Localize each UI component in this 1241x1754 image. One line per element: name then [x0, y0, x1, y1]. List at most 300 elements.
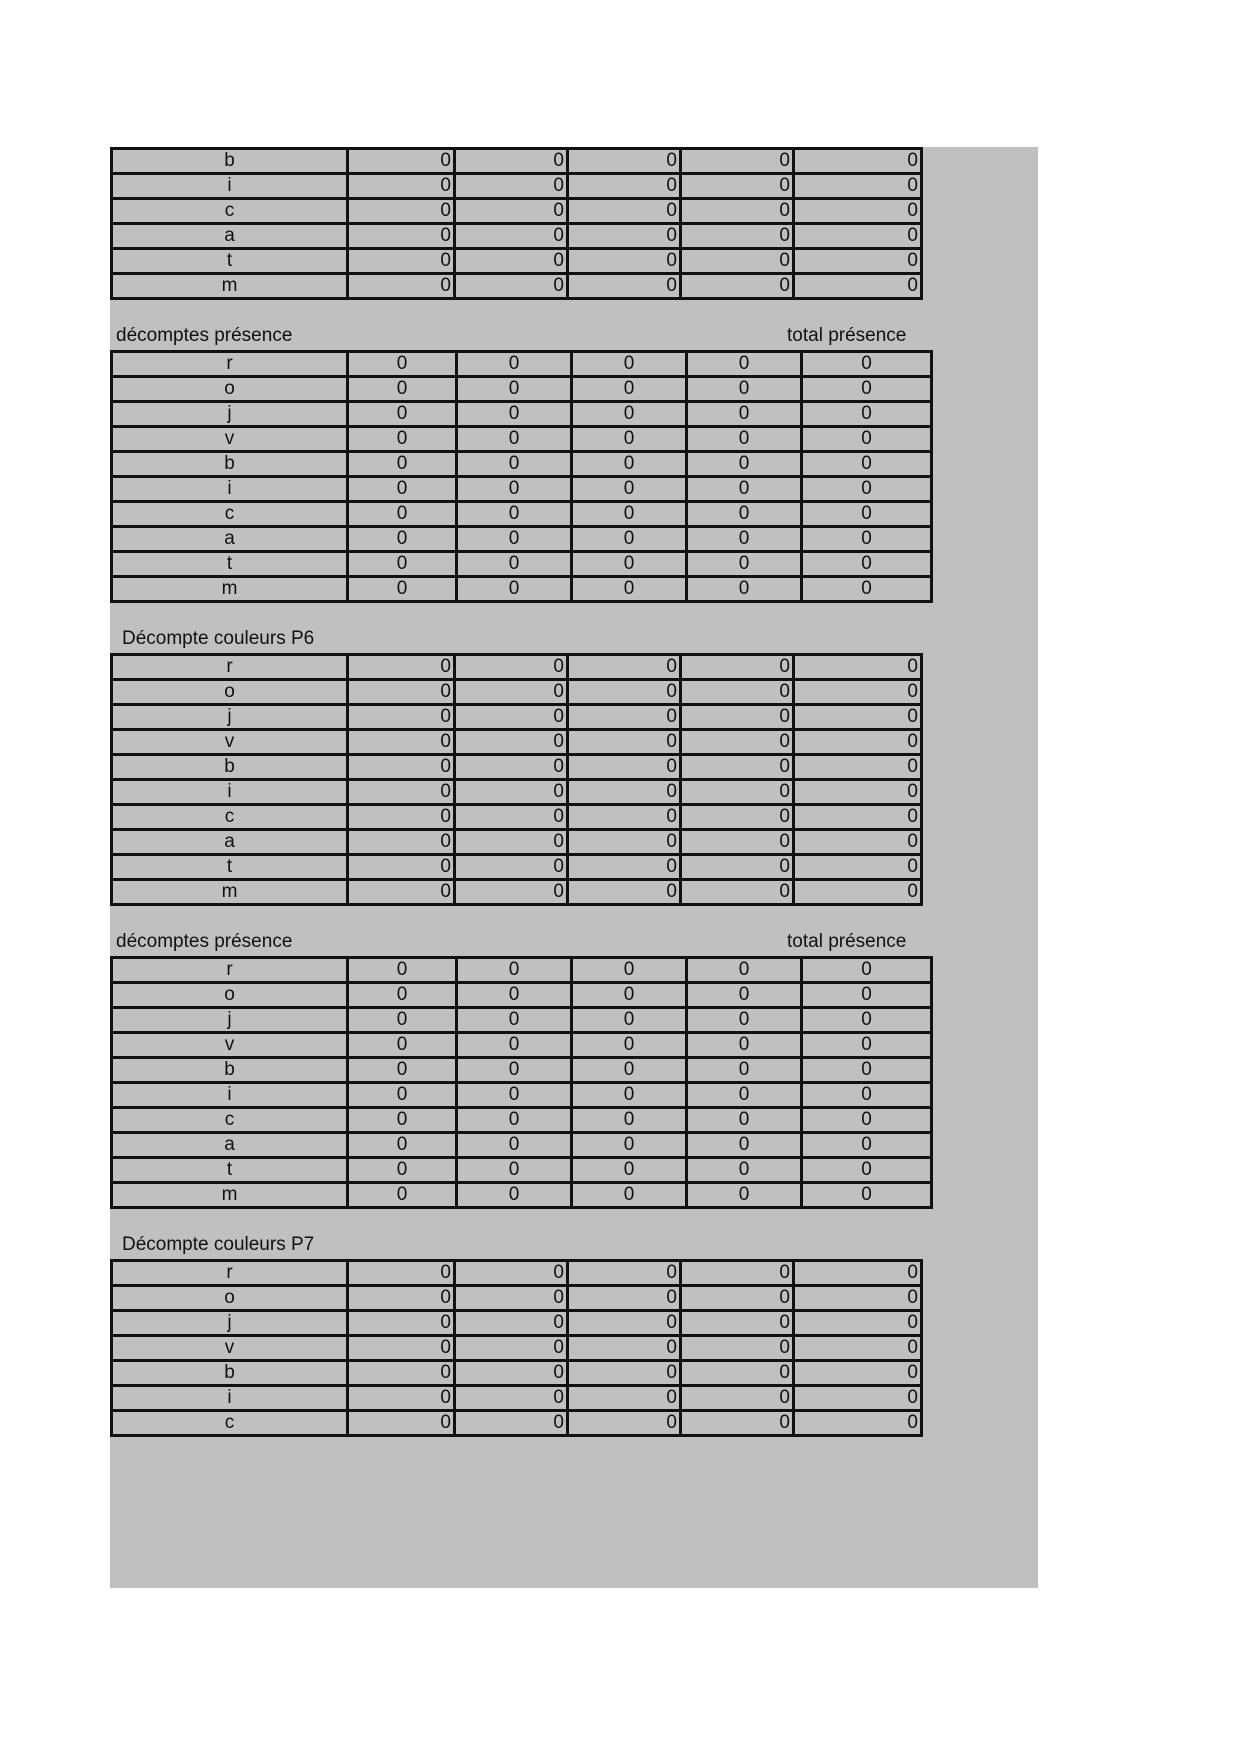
value-cell[interactable]: 0 — [802, 1133, 932, 1158]
value-cell[interactable]: 0 — [455, 755, 568, 780]
value-cell[interactable]: 0 — [457, 1108, 572, 1133]
value-cell[interactable]: 0 — [572, 1083, 687, 1108]
row-label-cell[interactable]: m — [112, 577, 348, 602]
value-cell[interactable]: 0 — [687, 452, 802, 477]
value-cell[interactable]: 0 — [457, 377, 572, 402]
value-cell[interactable]: 0 — [572, 427, 687, 452]
table-row — [112, 477, 932, 502]
table-row — [112, 755, 922, 780]
value-cell[interactable]: 0 — [681, 880, 794, 905]
value-cell[interactable]: 0 — [568, 1286, 681, 1311]
section-heading — [110, 625, 920, 653]
value-cell[interactable]: 0 — [681, 680, 794, 705]
value-cell[interactable]: 0 — [681, 199, 794, 224]
value-cell[interactable]: 0 — [568, 855, 681, 880]
value-cell[interactable]: 0 — [794, 1261, 922, 1286]
value-cell[interactable]: 0 — [348, 224, 455, 249]
row-label-cell[interactable]: o — [112, 377, 348, 402]
row-label-cell[interactable]: r — [112, 655, 348, 680]
row-label-cell[interactable]: b — [112, 1361, 348, 1386]
value-cell[interactable]: 0 — [794, 224, 922, 249]
value-cell[interactable]: 0 — [802, 577, 932, 602]
value-cell[interactable]: 0 — [457, 527, 572, 552]
value-cell[interactable]: 0 — [572, 983, 687, 1008]
table-row — [112, 880, 922, 905]
value-cell[interactable]: 0 — [568, 705, 681, 730]
value-cell[interactable]: 0 — [457, 477, 572, 502]
table-row — [112, 249, 922, 274]
section-title: décomptes présence — [116, 931, 293, 952]
table-row — [112, 149, 922, 174]
value-cell[interactable]: 0 — [687, 1033, 802, 1058]
value-cell[interactable]: 0 — [455, 199, 568, 224]
value-cell[interactable]: 0 — [572, 958, 687, 983]
value-cell[interactable]: 0 — [572, 577, 687, 602]
value-cell[interactable]: 0 — [687, 352, 802, 377]
value-cell[interactable]: 0 — [794, 730, 922, 755]
value-cell[interactable]: 0 — [802, 1008, 932, 1033]
value-cell[interactable]: 0 — [687, 427, 802, 452]
section-total-title: total présence — [787, 931, 907, 952]
value-cell[interactable]: 0 — [681, 830, 794, 855]
value-cell[interactable]: 0 — [568, 149, 681, 174]
value-cell[interactable]: 0 — [802, 1033, 932, 1058]
value-cell[interactable]: 0 — [572, 1158, 687, 1183]
table-row — [112, 577, 932, 602]
value-cell[interactable]: 0 — [802, 427, 932, 452]
value-cell[interactable]: 0 — [681, 730, 794, 755]
section-counts — [110, 147, 920, 300]
value-cell[interactable]: 0 — [348, 427, 457, 452]
table-row — [112, 1411, 922, 1436]
row-label-cell[interactable]: a — [112, 224, 348, 249]
value-cell[interactable]: 0 — [681, 655, 794, 680]
value-cell[interactable]: 0 — [687, 402, 802, 427]
value-cell[interactable]: 0 — [568, 830, 681, 855]
blank-row — [110, 906, 920, 928]
row-label-cell[interactable]: o — [112, 983, 348, 1008]
value-cell[interactable]: 0 — [687, 477, 802, 502]
value-cell[interactable]: 0 — [794, 1336, 922, 1361]
value-cell[interactable]: 0 — [681, 780, 794, 805]
value-cell[interactable]: 0 — [348, 274, 455, 299]
value-cell[interactable]: 0 — [348, 1411, 455, 1436]
value-cell[interactable]: 0 — [455, 680, 568, 705]
section-heading — [110, 928, 920, 956]
value-cell[interactable]: 0 — [348, 880, 455, 905]
value-cell[interactable]: 0 — [681, 1361, 794, 1386]
value-cell[interactable]: 0 — [802, 983, 932, 1008]
value-cell[interactable]: 0 — [802, 1183, 932, 1208]
value-cell[interactable]: 0 — [348, 1336, 455, 1361]
value-cell[interactable]: 0 — [455, 249, 568, 274]
value-cell[interactable]: 0 — [572, 1033, 687, 1058]
row-label-cell[interactable]: c — [112, 805, 348, 830]
row-label-cell[interactable]: o — [112, 680, 348, 705]
value-cell[interactable]: 0 — [457, 352, 572, 377]
value-cell[interactable]: 0 — [687, 502, 802, 527]
color-count-table — [110, 653, 923, 906]
value-cell[interactable]: 0 — [687, 1133, 802, 1158]
table-row — [112, 1083, 932, 1108]
value-cell[interactable]: 0 — [348, 655, 455, 680]
value-cell[interactable]: 0 — [455, 855, 568, 880]
value-cell[interactable]: 0 — [348, 1311, 455, 1336]
value-cell[interactable]: 0 — [455, 149, 568, 174]
value-cell[interactable]: 0 — [348, 855, 455, 880]
value-cell[interactable]: 0 — [457, 452, 572, 477]
value-cell[interactable]: 0 — [568, 1261, 681, 1286]
value-cell[interactable]: 0 — [348, 983, 457, 1008]
value-cell[interactable]: 0 — [681, 174, 794, 199]
value-cell[interactable]: 0 — [457, 1008, 572, 1033]
row-label-cell[interactable]: i — [112, 780, 348, 805]
value-cell[interactable]: 0 — [457, 552, 572, 577]
value-cell[interactable]: 0 — [455, 1311, 568, 1336]
table-row — [112, 730, 922, 755]
value-cell[interactable]: 0 — [348, 527, 457, 552]
value-cell[interactable]: 0 — [681, 1286, 794, 1311]
value-cell[interactable]: 0 — [568, 780, 681, 805]
value-cell[interactable]: 0 — [457, 958, 572, 983]
value-cell[interactable]: 0 — [802, 1083, 932, 1108]
row-label-cell[interactable]: v — [112, 1033, 348, 1058]
row-label-cell[interactable]: a — [112, 1133, 348, 1158]
table-row — [112, 452, 932, 477]
value-cell[interactable]: 0 — [794, 274, 922, 299]
row-label-cell[interactable]: b — [112, 1058, 348, 1083]
value-cell[interactable]: 0 — [572, 377, 687, 402]
row-label-cell[interactable]: r — [112, 1261, 348, 1286]
value-cell[interactable]: 0 — [455, 1411, 568, 1436]
value-cell[interactable]: 0 — [572, 1108, 687, 1133]
row-label-cell[interactable]: j — [112, 1311, 348, 1336]
value-cell[interactable]: 0 — [455, 655, 568, 680]
value-cell[interactable]: 0 — [455, 805, 568, 830]
row-label-cell[interactable]: c — [112, 199, 348, 224]
table-row — [112, 402, 932, 427]
value-cell[interactable]: 0 — [681, 274, 794, 299]
row-label-cell[interactable]: t — [112, 249, 348, 274]
row-label-cell[interactable]: v — [112, 730, 348, 755]
value-cell[interactable]: 0 — [348, 552, 457, 577]
row-label-cell[interactable]: b — [112, 149, 348, 174]
value-cell[interactable]: 0 — [348, 452, 457, 477]
value-cell[interactable]: 0 — [572, 502, 687, 527]
value-cell[interactable]: 0 — [457, 1058, 572, 1083]
row-label-cell[interactable]: i — [112, 477, 348, 502]
value-cell[interactable]: 0 — [455, 1261, 568, 1286]
value-cell[interactable]: 0 — [794, 1386, 922, 1411]
row-label-cell[interactable]: r — [112, 958, 348, 983]
row-label-cell[interactable]: c — [112, 1108, 348, 1133]
value-cell[interactable]: 0 — [455, 1386, 568, 1411]
value-cell[interactable]: 0 — [572, 527, 687, 552]
table-row — [112, 780, 922, 805]
value-cell[interactable]: 0 — [455, 1336, 568, 1361]
value-cell[interactable]: 0 — [687, 958, 802, 983]
row-label-cell[interactable]: b — [112, 452, 348, 477]
value-cell[interactable]: 0 — [348, 502, 457, 527]
value-cell[interactable]: 0 — [794, 1361, 922, 1386]
value-cell[interactable]: 0 — [794, 174, 922, 199]
value-cell[interactable]: 0 — [687, 1083, 802, 1108]
row-label-cell[interactable]: m — [112, 1183, 348, 1208]
value-cell[interactable]: 0 — [568, 249, 681, 274]
value-cell[interactable]: 0 — [568, 805, 681, 830]
value-cell[interactable]: 0 — [794, 199, 922, 224]
value-cell[interactable]: 0 — [794, 780, 922, 805]
value-cell[interactable]: 0 — [572, 452, 687, 477]
value-cell[interactable]: 0 — [687, 577, 802, 602]
value-cell[interactable]: 0 — [348, 352, 457, 377]
value-cell[interactable]: 0 — [802, 502, 932, 527]
value-cell[interactable]: 0 — [802, 477, 932, 502]
row-label-cell[interactable]: c — [112, 502, 348, 527]
value-cell[interactable]: 0 — [572, 1058, 687, 1083]
value-cell[interactable]: 0 — [681, 755, 794, 780]
value-cell[interactable]: 0 — [348, 1008, 457, 1033]
row-label-cell[interactable]: i — [112, 174, 348, 199]
value-cell[interactable]: 0 — [681, 805, 794, 830]
value-cell[interactable]: 0 — [348, 477, 457, 502]
value-cell[interactable]: 0 — [802, 377, 932, 402]
value-cell[interactable]: 0 — [568, 1336, 681, 1361]
value-cell[interactable]: 0 — [348, 780, 455, 805]
row-label-cell[interactable]: i — [112, 1386, 348, 1411]
value-cell[interactable]: 0 — [802, 958, 932, 983]
value-cell[interactable]: 0 — [794, 855, 922, 880]
value-cell[interactable]: 0 — [348, 1386, 455, 1411]
value-cell[interactable]: 0 — [794, 149, 922, 174]
value-cell[interactable]: 0 — [455, 224, 568, 249]
value-cell[interactable]: 0 — [348, 199, 455, 224]
row-label-cell[interactable]: c — [112, 1411, 348, 1436]
value-cell[interactable]: 0 — [802, 1108, 932, 1133]
value-cell[interactable]: 0 — [802, 1158, 932, 1183]
value-cell[interactable]: 0 — [794, 655, 922, 680]
table-row — [112, 427, 932, 452]
row-label-cell[interactable]: a — [112, 527, 348, 552]
value-cell[interactable]: 0 — [794, 755, 922, 780]
value-cell[interactable]: 0 — [348, 1183, 457, 1208]
value-cell[interactable]: 0 — [572, 477, 687, 502]
value-cell[interactable]: 0 — [802, 402, 932, 427]
table-row — [112, 1311, 922, 1336]
table-row — [112, 502, 932, 527]
table-row — [112, 1033, 932, 1058]
value-cell[interactable]: 0 — [568, 680, 681, 705]
value-cell[interactable]: 0 — [687, 527, 802, 552]
value-cell[interactable]: 0 — [457, 577, 572, 602]
value-cell[interactable]: 0 — [568, 880, 681, 905]
value-cell[interactable]: 0 — [572, 352, 687, 377]
value-cell[interactable]: 0 — [348, 705, 455, 730]
value-cell[interactable]: 0 — [348, 1133, 457, 1158]
value-cell[interactable]: 0 — [568, 755, 681, 780]
table-row — [112, 1336, 922, 1361]
value-cell[interactable]: 0 — [348, 149, 455, 174]
value-cell[interactable]: 0 — [348, 958, 457, 983]
value-cell[interactable]: 0 — [348, 249, 455, 274]
row-label-cell[interactable]: v — [112, 427, 348, 452]
table-row — [112, 958, 932, 983]
value-cell[interactable]: 0 — [568, 174, 681, 199]
row-label-cell[interactable]: b — [112, 755, 348, 780]
value-cell[interactable]: 0 — [348, 1108, 457, 1133]
value-cell[interactable]: 0 — [455, 705, 568, 730]
table-row — [112, 199, 922, 224]
value-cell[interactable]: 0 — [348, 577, 457, 602]
value-cell[interactable]: 0 — [794, 1411, 922, 1436]
value-cell[interactable]: 0 — [348, 402, 457, 427]
value-cell[interactable]: 0 — [794, 1286, 922, 1311]
section-counts — [110, 1209, 920, 1437]
value-cell[interactable]: 0 — [687, 552, 802, 577]
table-row — [112, 174, 922, 199]
row-label-cell[interactable]: j — [112, 1008, 348, 1033]
value-cell[interactable]: 0 — [457, 1158, 572, 1183]
value-cell[interactable]: 0 — [681, 249, 794, 274]
value-cell[interactable]: 0 — [457, 402, 572, 427]
row-label-cell[interactable]: o — [112, 1286, 348, 1311]
row-label-cell[interactable]: m — [112, 274, 348, 299]
table-row — [112, 1361, 922, 1386]
value-cell[interactable]: 0 — [348, 1361, 455, 1386]
value-cell[interactable]: 0 — [572, 1133, 687, 1158]
value-cell[interactable]: 0 — [681, 1311, 794, 1336]
value-cell[interactable]: 0 — [687, 1183, 802, 1208]
value-cell[interactable]: 0 — [348, 1286, 455, 1311]
value-cell[interactable]: 0 — [681, 705, 794, 730]
row-label-cell[interactable]: i — [112, 1083, 348, 1108]
table-row — [112, 1133, 932, 1158]
value-cell[interactable]: 0 — [348, 377, 457, 402]
value-cell[interactable]: 0 — [348, 1033, 457, 1058]
section-heading — [110, 322, 920, 350]
value-cell[interactable]: 0 — [568, 655, 681, 680]
value-cell[interactable]: 0 — [802, 527, 932, 552]
value-cell[interactable]: 0 — [794, 249, 922, 274]
value-cell[interactable]: 0 — [457, 1033, 572, 1058]
table-row — [112, 983, 932, 1008]
section-heading — [110, 1231, 920, 1259]
value-cell[interactable]: 0 — [348, 805, 455, 830]
value-cell[interactable]: 0 — [568, 1386, 681, 1411]
value-cell[interactable]: 0 — [802, 352, 932, 377]
table-row — [112, 1286, 922, 1311]
table-row — [112, 655, 922, 680]
value-cell[interactable]: 0 — [681, 1386, 794, 1411]
row-label-cell[interactable]: t — [112, 552, 348, 577]
value-cell[interactable]: 0 — [687, 1058, 802, 1083]
row-label-cell[interactable]: r — [112, 352, 348, 377]
table-row — [112, 680, 922, 705]
row-label-cell[interactable]: j — [112, 402, 348, 427]
value-cell[interactable]: 0 — [572, 1008, 687, 1033]
blank-row — [110, 603, 920, 625]
value-cell[interactable]: 0 — [348, 174, 455, 199]
value-cell[interactable]: 0 — [687, 1158, 802, 1183]
value-cell[interactable]: 0 — [568, 1361, 681, 1386]
value-cell[interactable]: 0 — [568, 199, 681, 224]
value-cell[interactable]: 0 — [457, 1183, 572, 1208]
value-cell[interactable]: 0 — [457, 502, 572, 527]
value-cell[interactable]: 0 — [794, 830, 922, 855]
value-cell[interactable]: 0 — [687, 1008, 802, 1033]
value-cell[interactable]: 0 — [794, 880, 922, 905]
value-cell[interactable]: 0 — [455, 1286, 568, 1311]
value-cell[interactable]: 0 — [794, 805, 922, 830]
value-cell[interactable]: 0 — [348, 1058, 457, 1083]
value-cell[interactable]: 0 — [455, 730, 568, 755]
spreadsheet-content — [110, 147, 920, 1437]
table-row — [112, 1261, 922, 1286]
value-cell[interactable]: 0 — [572, 552, 687, 577]
value-cell[interactable]: 0 — [802, 1058, 932, 1083]
value-cell[interactable]: 0 — [681, 855, 794, 880]
value-cell[interactable]: 0 — [681, 1336, 794, 1361]
value-cell[interactable]: 0 — [568, 224, 681, 249]
value-cell[interactable]: 0 — [348, 755, 455, 780]
value-cell[interactable]: 0 — [568, 1411, 681, 1436]
row-label-cell[interactable]: t — [112, 855, 348, 880]
value-cell[interactable]: 0 — [794, 1311, 922, 1336]
value-cell[interactable]: 0 — [457, 427, 572, 452]
value-cell[interactable]: 0 — [457, 1083, 572, 1108]
value-cell[interactable]: 0 — [348, 830, 455, 855]
value-cell[interactable]: 0 — [348, 730, 455, 755]
value-cell[interactable]: 0 — [348, 1083, 457, 1108]
value-cell[interactable]: 0 — [572, 1183, 687, 1208]
row-label-cell[interactable]: m — [112, 880, 348, 905]
value-cell[interactable]: 0 — [681, 149, 794, 174]
value-cell[interactable]: 0 — [457, 1133, 572, 1158]
row-label-cell[interactable]: t — [112, 1158, 348, 1183]
row-label-cell[interactable]: j — [112, 705, 348, 730]
value-cell[interactable]: 0 — [348, 1261, 455, 1286]
value-cell[interactable]: 0 — [802, 552, 932, 577]
value-cell[interactable]: 0 — [455, 274, 568, 299]
value-cell[interactable]: 0 — [681, 1261, 794, 1286]
value-cell[interactable]: 0 — [568, 730, 681, 755]
color-count-table — [110, 1259, 923, 1437]
value-cell[interactable]: 0 — [687, 377, 802, 402]
value-cell[interactable]: 0 — [687, 983, 802, 1008]
row-label-cell[interactable]: v — [112, 1336, 348, 1361]
value-cell[interactable]: 0 — [455, 1361, 568, 1386]
value-cell[interactable]: 0 — [568, 274, 681, 299]
value-cell[interactable]: 0 — [794, 705, 922, 730]
value-cell[interactable]: 0 — [348, 680, 455, 705]
row-label-cell[interactable]: a — [112, 830, 348, 855]
value-cell[interactable]: 0 — [802, 452, 932, 477]
value-cell[interactable]: 0 — [568, 1311, 681, 1336]
value-cell[interactable]: 0 — [455, 830, 568, 855]
value-cell[interactable]: 0 — [455, 780, 568, 805]
value-cell[interactable]: 0 — [572, 402, 687, 427]
section-title: Décompte couleurs P7 — [122, 1234, 315, 1255]
value-cell[interactable]: 0 — [687, 1108, 802, 1133]
value-cell[interactable]: 0 — [455, 880, 568, 905]
value-cell[interactable]: 0 — [455, 174, 568, 199]
value-cell[interactable]: 0 — [794, 680, 922, 705]
value-cell[interactable]: 0 — [348, 1158, 457, 1183]
value-cell[interactable]: 0 — [681, 1411, 794, 1436]
table-row — [112, 855, 922, 880]
value-cell[interactable]: 0 — [457, 983, 572, 1008]
value-cell[interactable]: 0 — [681, 224, 794, 249]
